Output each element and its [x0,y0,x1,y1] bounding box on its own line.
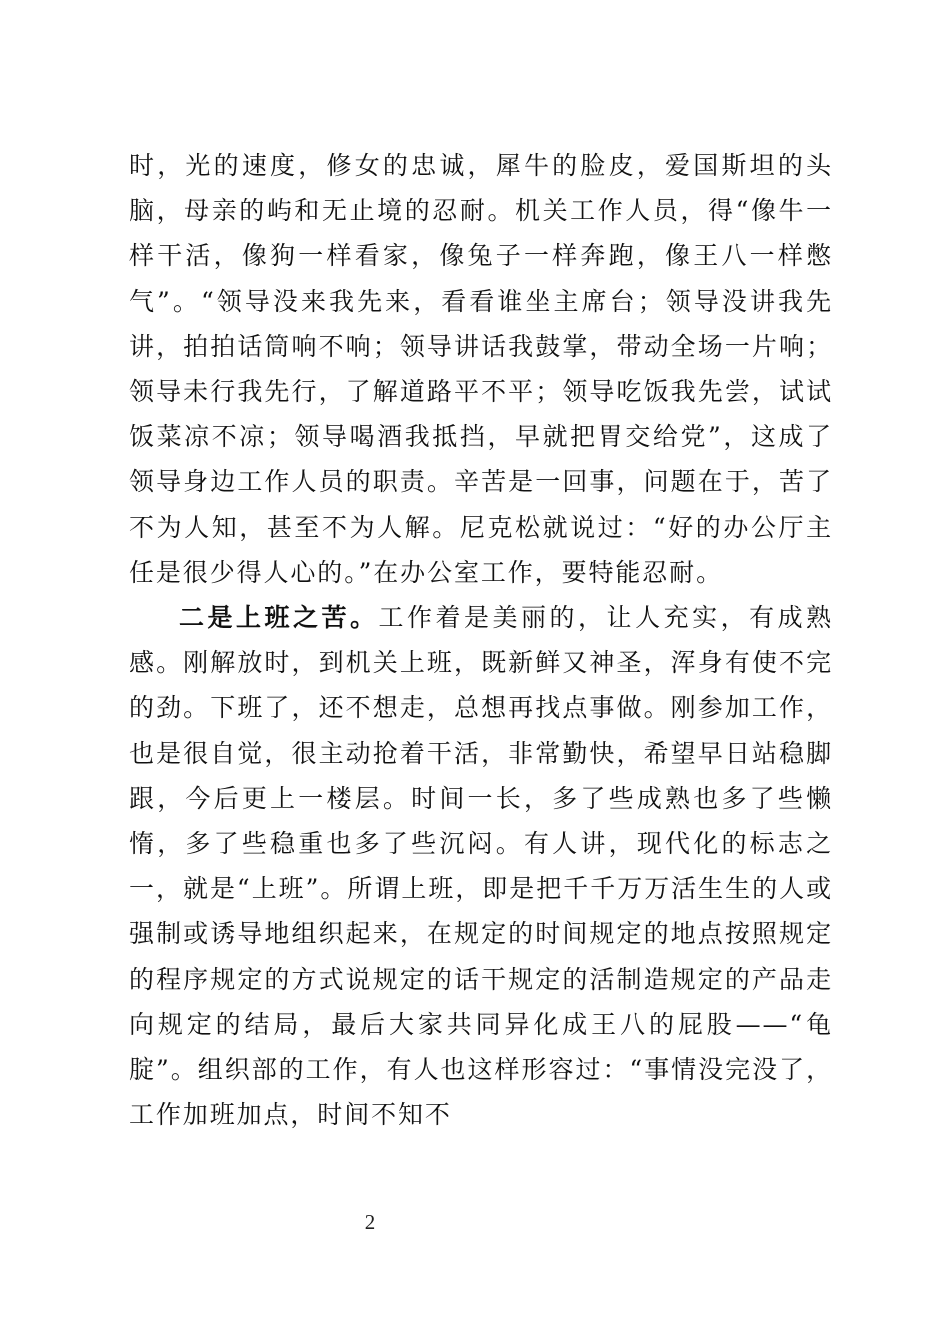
paragraph-continued: 时，光的速度，修女的忠诚，犀牛的脸皮，爱国斯坦的头脑，母亲的屿和无止境的忍耐。机关工作人员，得“像牛一样干活，像狗一样看家，像兔子一样奔跑，像王八一样憋气”。“领导没来我先来，看看谁坐主席台；领导没讲我先讲，拍拍话筒响不响；领导讲话我鼓掌，带动全场一片响；领导未行我先行，了解道路平不平；领导吃饭我先尝，试试饭菜凉不凉；领导喝酒我抵挡，早就把胃交给党”，这成了领导身边工作人员的职责。辛苦是一回事，问题在于，苦了不为人知，甚至不为人解。尼克松就说过：“好的办公厅主任是很少得人心的。”在办公室工作，要特能忍耐。 [129,151,833,587]
paragraph-shangban [129,595,833,1137]
body-text [129,143,833,1137]
paragraph-heading: 二是上班之苦。 [179,603,379,633]
paragraph-body: 工作着是美丽的，让人充实，有成熟感。刚解放时，到机关上班，既新鲜又神圣，浑身有使不完的劲。下班了，还不想走，总想再找点事做。刚参加工作，也是很自觉，很主动抢着干活，非常勤快，希望早日站稳脚跟，今后更上一楼层。时间一长，多了些成熟也多了些懒惰，多了些稳重也多了些沉闷。有人讲，现代化的标志之一，就是“上班”。所谓上班，即是把千千万万活生生的人或强制或诱导地组织起来，在规定的时间规定的地点按照规定的程序规定的方式说规定的话干规定的活制造规定的产品走向规定的结局，最后大家共同异化成王八的屁股——“龟腚”。组织部的工作，有人也这样形容过：“事情没完没了，工作加班加点，时间不知不 [129,603,833,1130]
page-number: 2 [364,1210,376,1234]
